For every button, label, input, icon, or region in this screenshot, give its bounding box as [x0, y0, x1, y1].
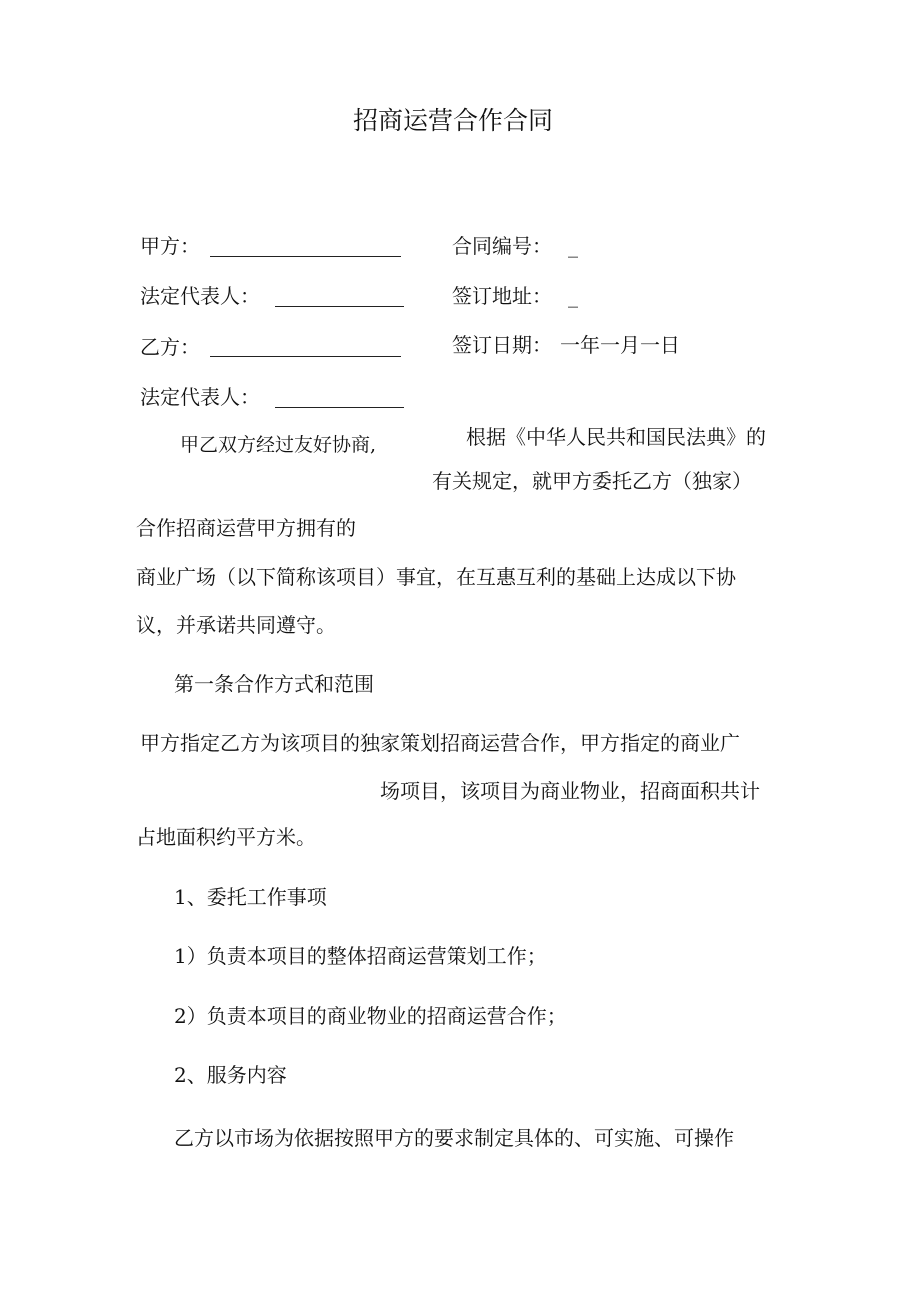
rep-a-blank	[275, 306, 404, 307]
party-a-blank	[210, 256, 401, 257]
sign-date-value: 一年一月一日	[560, 333, 680, 357]
article-1-line-3: 占地面积约平方米。	[136, 825, 316, 849]
rep-b-label: 法定代表人：	[140, 385, 260, 409]
intro-left: 甲乙双方经过友好协商,	[180, 434, 377, 456]
section-1-item-2: 2）负责本项目的商业物业的招商运营合作；	[174, 1004, 567, 1028]
sign-date-label: 签订日期：	[452, 333, 552, 357]
party-a-label: 甲方：	[140, 234, 200, 258]
contract-no-label: 合同编号：	[452, 234, 552, 258]
document-title: 招商运营合作合同	[353, 106, 554, 135]
sign-place-label: 签订地址：	[452, 284, 552, 308]
intro-line-4: 商业广场（以下简称该项目）事宜，在互惠互利的基础上达成以下协	[136, 565, 736, 589]
intro-right-2: 有关规定，就甲方委托乙方（独家）	[432, 469, 752, 493]
rep-b-blank	[275, 407, 404, 408]
intro-line-3: 合作招商运营甲方拥有的	[136, 516, 356, 540]
party-b-blank	[210, 356, 401, 357]
article-1-heading: 第一条合作方式和范围	[174, 672, 374, 696]
section-1-heading: 1、委托工作事项	[174, 885, 327, 909]
section-2-line-1: 乙方以市场为依据按照甲方的要求制定具体的、可实施、可操作	[174, 1126, 734, 1150]
intro-line-5: 议，并承诺共同遵守。	[136, 613, 336, 637]
section-1-item-1: 1）负责本项目的整体招商运营策划工作；	[174, 944, 547, 968]
intro-right-1: 根据《中华人民共和国民法典》的	[466, 425, 766, 449]
rep-a-label: 法定代表人：	[140, 284, 260, 308]
section-2-heading: 2、服务内容	[174, 1063, 287, 1087]
sign-place-value: _	[568, 284, 578, 308]
article-1-line-2: 场项目，该项目为商业物业，招商面积共计	[380, 779, 760, 803]
article-1-line-1: 甲方指定乙方为该项目的独家策划招商运营合作，甲方指定的商业广	[140, 731, 740, 755]
contract-no-value: _	[568, 234, 578, 258]
party-b-label: 乙方：	[140, 335, 200, 359]
